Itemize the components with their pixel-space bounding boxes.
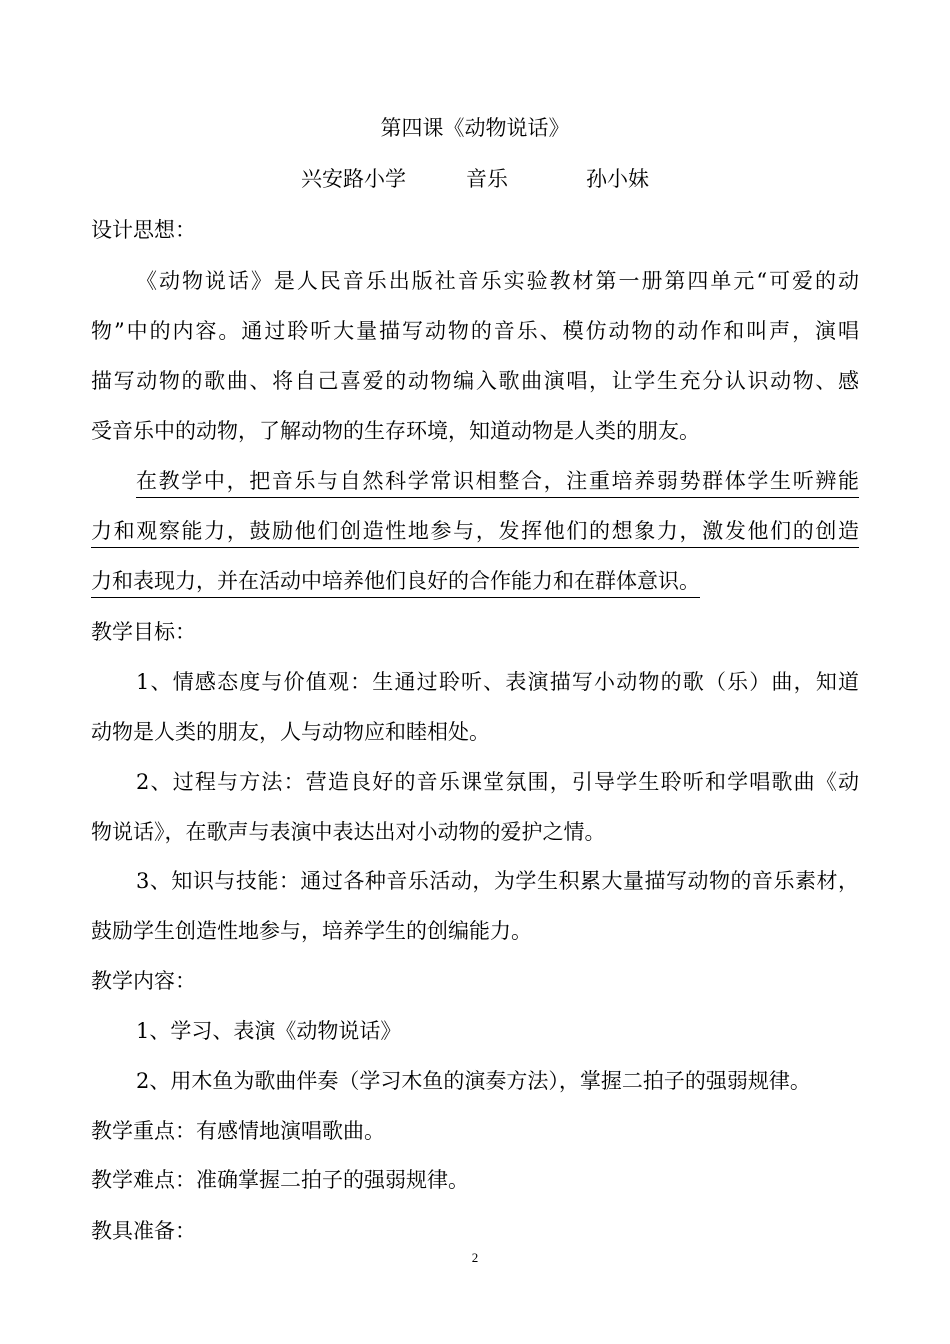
difficulty: 教学难点：准确掌握二拍子的强弱规律。: [91, 1168, 469, 1192]
author-line: [0, 164, 950, 194]
document-title: 第四课《动物说话》: [380, 116, 570, 140]
teacher-name: 孙小妹: [586, 167, 649, 191]
content-item: 2、用木鱼为歌曲伴奏（学习木鱼的演奏方法），掌握二拍子的强弱规律。: [136, 1069, 811, 1093]
goal-3-line: 3、知识与技能：通过各种音乐活动，为学生积累大量描写动物的音乐素材，: [136, 869, 859, 893]
design-heading: 设计思想：: [91, 218, 196, 242]
design-para1-line: 《动物说话》是人民音乐出版社音乐实验教材第一册第四单元“可爱的动: [136, 269, 859, 293]
content-item: 1、学习、表演《动物说话》: [136, 1019, 402, 1043]
goal-2-line: 2、过程与方法：营造良好的音乐课堂氛围，引导学生聆听和学唱歌曲《动: [136, 770, 859, 794]
goal-1-line: 1、情感态度与价值观：生通过聆听、表演描写小动物的歌（乐）曲，知道: [136, 670, 859, 694]
design-para2-line: 力和观察能力，鼓励他们创造性地参与，发挥他们的想象力，激发他们的创造: [91, 519, 859, 543]
goal-2-line: 物说话》，在歌声与表演中表达出对小动物的爱护之情。: [91, 820, 606, 844]
design-para1-line: 物”中的内容。通过聆听大量描写动物的音乐、模仿动物的动作和叫声，演唱: [91, 319, 859, 343]
goal-1-line: 动物是人类的朋友，人与动物应和睦相处。: [91, 720, 490, 744]
design-para1-line: 受音乐中的动物，了解动物的生存环境，知道动物是人类的朋友。: [91, 419, 700, 443]
key-point: 教学重点：有感情地演唱歌曲。: [91, 1119, 385, 1143]
content-heading: 教学内容：: [91, 969, 196, 993]
subject-name: 音乐: [466, 167, 508, 191]
design-para2-line: 在教学中，把音乐与自然科学常识相整合，注重培养弱势群体学生听辨能: [136, 469, 859, 493]
tools-heading: 教具准备：: [91, 1219, 196, 1243]
goals-heading: 教学目标：: [91, 620, 196, 644]
design-para1-line: 描写动物的歌曲、将自己喜爱的动物编入歌曲演唱，让学生充分认识动物、感: [91, 369, 859, 393]
school-name: 兴安路小学: [301, 167, 406, 191]
page-number: 2: [471, 1250, 479, 1265]
design-para2-line: 力和表现力，并在活动中培养他们良好的合作能力和在群体意识。: [91, 569, 700, 593]
goal-3-line: 鼓励学生创造性地参与，培养学生的创编能力。: [91, 919, 532, 943]
